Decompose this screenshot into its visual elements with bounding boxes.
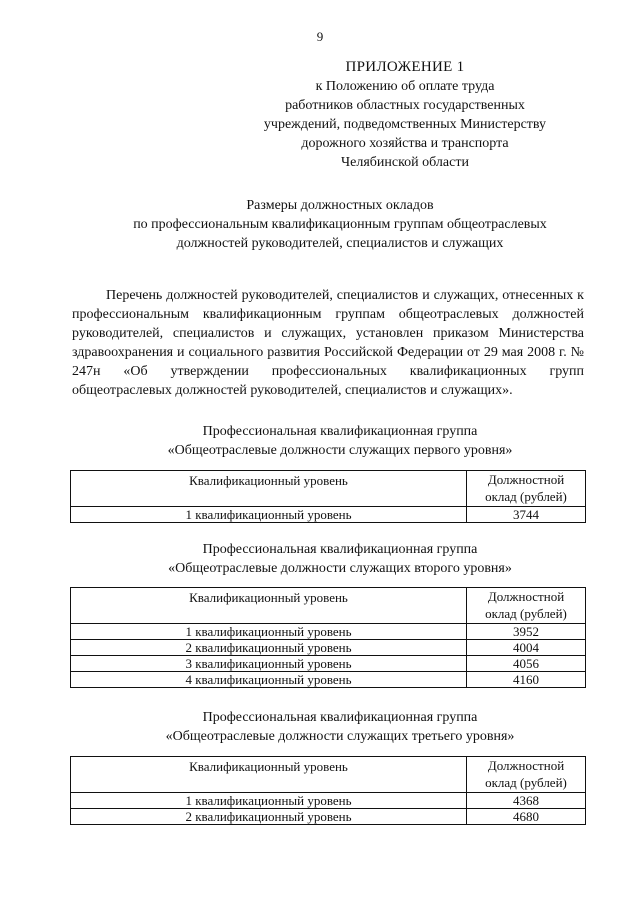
salary-column-header bbox=[467, 757, 586, 793]
appendix-line: Челябинской области bbox=[341, 155, 469, 170]
table-header-row bbox=[71, 757, 586, 793]
level-column-header: Квалификационный уровень bbox=[71, 471, 467, 507]
heading-line: должностей руководителей, специалистов и служащих bbox=[176, 236, 504, 251]
group-2-title bbox=[60, 540, 620, 578]
group-title-line: «Общеотраслевые должности служащих третьего уровня» bbox=[165, 729, 515, 744]
level-cell: 4 квалификационный уровень bbox=[71, 672, 467, 688]
group-3-title bbox=[60, 708, 620, 746]
table-row bbox=[71, 640, 586, 656]
appendix-line: к Положению об оплате труда bbox=[315, 79, 495, 94]
salary-header-line: Должностной bbox=[487, 472, 565, 487]
table-row bbox=[71, 507, 586, 523]
appendix-line: дорожного хозяйства и транспорта bbox=[301, 136, 509, 151]
level-column-header: Квалификационный уровень bbox=[71, 588, 467, 624]
salary-header-line: оклад (рублей) bbox=[485, 489, 567, 504]
salary-cell: 4160 bbox=[467, 672, 586, 688]
level-cell: 1 квалификационный уровень bbox=[71, 793, 467, 809]
level-cell: 2 квалификационный уровень bbox=[71, 640, 467, 656]
table-row bbox=[71, 809, 586, 825]
intro-paragraph: Перечень должностей руководителей, специалистов и служащих, отнесенных к профессиональным квалификационным группам общеотраслевых должностей руководителей, специалистов и служащих, установлен приказом Министерства здравоохранения и социального развития Российской Федерации от 29 мая 2008 г. № 247н «Об утверждении профессиональных квалификационных групп общеотраслевых должностей руководителей, специалистов и служащих». bbox=[72, 288, 584, 398]
appendix-line: работников областных государственных bbox=[285, 98, 525, 113]
table-row bbox=[71, 624, 586, 640]
salary-cell: 3952 bbox=[467, 624, 586, 640]
salary-cell: 4004 bbox=[467, 640, 586, 656]
group-1-title bbox=[60, 422, 620, 460]
appendix-line: учреждений, подведомственных Министерству bbox=[263, 117, 547, 132]
table-row bbox=[71, 672, 586, 688]
page-number: 9 bbox=[316, 29, 324, 44]
salary-header-line: Должностной bbox=[487, 589, 565, 604]
level-cell: 1 квалификационный уровень bbox=[71, 507, 467, 523]
group-title-line: «Общеотраслевые должности служащих второго уровня» bbox=[168, 561, 512, 576]
salary-cell: 3744 bbox=[467, 507, 586, 523]
document-heading bbox=[60, 196, 620, 253]
group-2-table bbox=[70, 587, 586, 688]
level-cell: 1 квалификационный уровень bbox=[71, 624, 467, 640]
salary-cell: 4680 bbox=[467, 809, 586, 825]
level-column-header: Квалификационный уровень bbox=[71, 757, 467, 793]
level-cell: 2 квалификационный уровень bbox=[71, 809, 467, 825]
appendix-title: ПРИЛОЖЕНИЕ 1 bbox=[345, 59, 465, 75]
group-title-line: Профессиональная квалификационная группа bbox=[202, 542, 478, 557]
table-header-row bbox=[71, 588, 586, 624]
salary-header-line: оклад (рублей) bbox=[485, 775, 567, 790]
group-title-line: Профессиональная квалификационная группа bbox=[202, 710, 478, 725]
heading-line: по профессиональным квалификационным группам общеотраслевых bbox=[133, 217, 547, 232]
table-row bbox=[71, 656, 586, 672]
group-title-line: Профессиональная квалификационная группа bbox=[202, 424, 478, 439]
salary-header-line: Должностной bbox=[487, 758, 565, 773]
salary-cell: 4368 bbox=[467, 793, 586, 809]
salary-header-line: оклад (рублей) bbox=[485, 606, 567, 621]
group-3-table bbox=[70, 756, 586, 825]
group-title-line: «Общеотраслевые должности служащих первого уровня» bbox=[167, 443, 513, 458]
salary-cell: 4056 bbox=[467, 656, 586, 672]
salary-column-header bbox=[467, 588, 586, 624]
heading-line: Размеры должностных окладов bbox=[246, 198, 434, 213]
salary-column-header bbox=[467, 471, 586, 507]
group-1-table bbox=[70, 470, 586, 523]
appendix-block bbox=[240, 58, 570, 172]
table-header-row bbox=[71, 471, 586, 507]
table-row bbox=[71, 793, 586, 809]
level-cell: 3 квалификационный уровень bbox=[71, 656, 467, 672]
